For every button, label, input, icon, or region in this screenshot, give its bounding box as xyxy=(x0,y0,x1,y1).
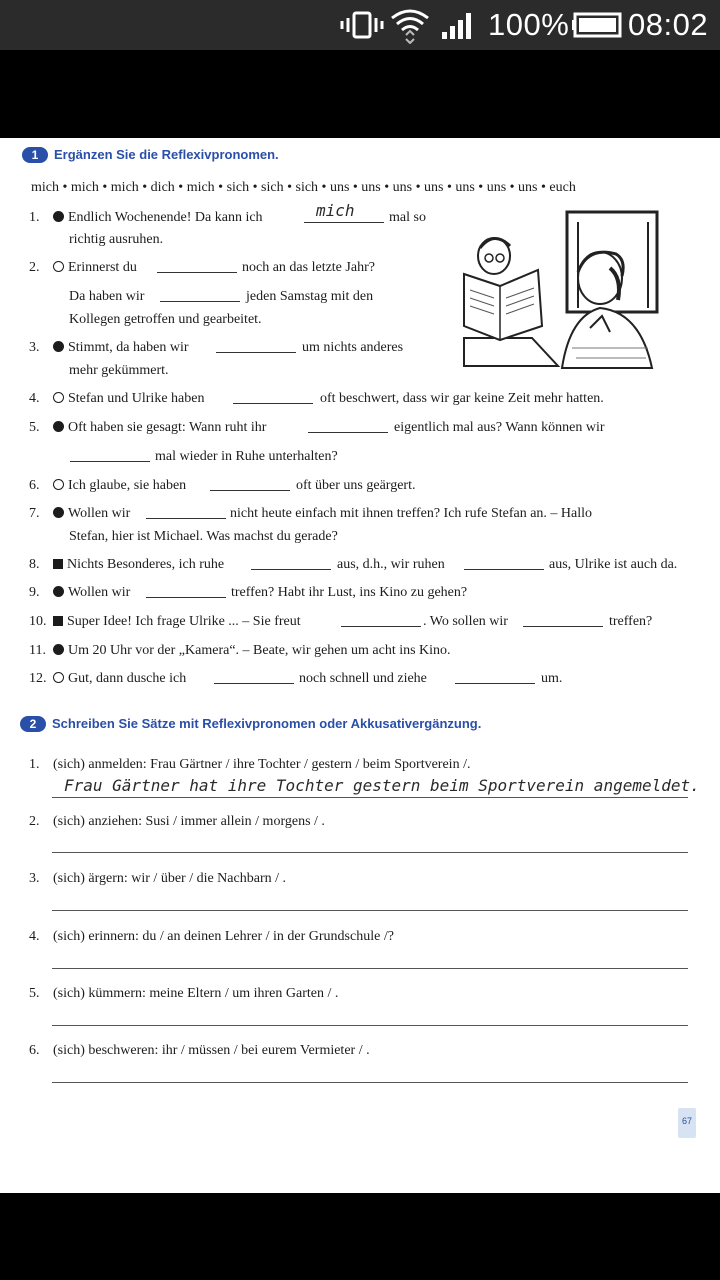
prompt-text: (sich) anmelden: Frau Gärtner / ihre Tochter / gestern / beim Sportverein /. xyxy=(53,757,471,772)
answer-line[interactable] xyxy=(52,852,688,853)
answer-blank[interactable] xyxy=(146,597,226,598)
answer-blank[interactable] xyxy=(455,683,535,684)
answer-blank[interactable] xyxy=(157,272,237,273)
speaker-b-marker xyxy=(53,672,64,683)
prompt-text: (sich) kümmern: meine Eltern / um ihren Garten / . xyxy=(53,986,339,1001)
item-number: 6. xyxy=(29,1043,40,1058)
prompt-text: (sich) anziehen: Susi / immer allein / morgens / . xyxy=(53,814,325,829)
item-number: 5. xyxy=(29,420,40,435)
sentence-text: Endlich Wochenende! Da kann ich xyxy=(53,209,263,227)
speaker-c-marker xyxy=(53,616,63,626)
answer-blank[interactable] xyxy=(70,461,150,462)
item-number: 8. xyxy=(29,557,40,572)
item-number: 7. xyxy=(29,506,40,521)
answer-blank[interactable] xyxy=(464,569,544,570)
item-number: 1. xyxy=(29,210,40,225)
answer-blank[interactable] xyxy=(214,683,294,684)
word-bank: mich • mich • mich • dich • mich • sich • sich • sich • uns • uns • uns • uns • uns • uns • uns • euch xyxy=(31,180,576,195)
handwritten-answer: Frau Gärtner hat ihre Tochter gestern beim Sportverein angemeldet. xyxy=(64,776,700,795)
prompt-text: (sich) ärgern: wir / über / die Nachbarn / . xyxy=(53,871,286,886)
item-number: 3. xyxy=(29,871,40,886)
answer-line[interactable] xyxy=(52,797,688,798)
answer-line[interactable] xyxy=(52,910,688,911)
item-number: 11. xyxy=(29,643,46,658)
sentence-text: mehr gekümmert. xyxy=(69,363,169,378)
sentence-text: Wollen wir xyxy=(53,505,130,523)
item-number: 12. xyxy=(29,671,47,686)
answer-blank[interactable] xyxy=(308,432,388,433)
sentence-text: Wollen wir xyxy=(53,584,130,602)
speaker-a-marker xyxy=(53,211,64,222)
sentence-text: Erinnerst du xyxy=(53,259,137,277)
speaker-a-marker xyxy=(53,507,64,518)
answer-line[interactable] xyxy=(52,1025,688,1026)
item-number: 4. xyxy=(29,929,40,944)
sentence-text: jeden Samstag mit den xyxy=(246,289,374,304)
sentence-text: oft über uns geärgert. xyxy=(296,478,416,493)
answer-blank[interactable] xyxy=(216,352,296,353)
clock: 08:02 xyxy=(628,7,709,42)
sentence-text: nicht heute einfach mit ihnen treffen? Ich rufe Stefan an. – Hallo xyxy=(230,506,593,521)
sentence-text: aus, Ulrike ist auch da. xyxy=(549,557,678,572)
prompt-text: (sich) beschweren: ihr / müssen / bei eurem Vermieter / . xyxy=(53,1043,370,1058)
sentence-text: Super Idee! Ich frage Ulrike ... – Sie freut xyxy=(53,613,301,631)
exercise2-number: 2 xyxy=(20,716,46,732)
answer-blank[interactable] xyxy=(304,222,384,223)
answer-blank[interactable] xyxy=(210,490,290,491)
battery-percent: 100% xyxy=(488,7,570,42)
speaker-b-marker xyxy=(53,392,64,403)
item-number: 3. xyxy=(29,340,40,355)
item-number: 2. xyxy=(29,814,40,829)
sentence-text: richtig ausruhen. xyxy=(69,232,164,247)
prompt-text: (sich) erinnern: du / an deinen Lehrer / in der Grundschule /? xyxy=(53,929,394,944)
answer-blank[interactable] xyxy=(341,626,421,627)
sentence-text: mal wieder in Ruhe unterhalten? xyxy=(155,449,338,464)
speaker-a-marker xyxy=(53,586,64,597)
signal-icon xyxy=(441,0,477,50)
speaker-b-marker xyxy=(53,261,64,272)
answer-blank[interactable] xyxy=(251,569,331,570)
answer-blank[interactable] xyxy=(146,518,226,519)
speaker-a-marker xyxy=(53,644,64,655)
sentence-text: Stimmt, da haben wir xyxy=(53,339,189,357)
item-number: 1. xyxy=(29,757,40,772)
page-number: 67 xyxy=(678,1108,696,1138)
exercise2-title: Schreiben Sie Sätze mit Reflexivpronomen oder Akkusativergänzung. xyxy=(52,716,482,731)
sentence-text: um. xyxy=(541,671,563,686)
status-bar xyxy=(0,0,720,50)
sentence-text: eigentlich mal aus? Wann können wir xyxy=(394,420,605,435)
sentence-text: Gut, dann dusche ich xyxy=(53,670,186,688)
answer-blank[interactable] xyxy=(523,626,603,627)
sentence-text: Kollegen getroffen und gearbeitet. xyxy=(69,312,262,327)
sentence-text: Ich glaube, sie haben xyxy=(53,477,186,495)
sentence-text: treffen? Habt ihr Lust, ins Kino zu gehen? xyxy=(231,585,468,600)
exercise1-title: Ergänzen Sie die Reflexivpronomen. xyxy=(54,147,279,162)
bottom-bar xyxy=(0,1193,720,1280)
phone-call-illustration xyxy=(460,208,660,374)
sentence-text: aus, d.h., wir ruhen xyxy=(337,557,445,572)
exercise1-number: 1 xyxy=(22,147,48,163)
worksheet-page xyxy=(0,138,720,1193)
handwritten-answer: mich xyxy=(316,201,355,220)
item-number: 6. xyxy=(29,478,40,493)
sentence-text: Stefan, hier ist Michael. Was machst du gerade? xyxy=(69,529,338,544)
answer-line[interactable] xyxy=(52,968,688,969)
speaker-a-marker xyxy=(53,341,64,352)
sentence-text: Nichts Besonderes, ich ruhe xyxy=(53,556,224,574)
battery-icon xyxy=(572,0,622,50)
speaker-b-marker xyxy=(53,479,64,490)
sentence-text: . Wo sollen wir xyxy=(423,614,508,629)
app-toolbar xyxy=(0,50,720,138)
item-number: 10. xyxy=(29,614,47,629)
item-number: 2. xyxy=(29,260,40,275)
answer-blank[interactable] xyxy=(233,403,313,404)
sentence-text: mal so xyxy=(389,210,426,225)
sentence-text: Da haben wir xyxy=(69,289,145,304)
sentence-text: Um 20 Uhr vor der „Kamera“. – Beate, wir gehen um acht ins Kino. xyxy=(53,642,451,660)
sentence-text: noch an das letzte Jahr? xyxy=(242,260,375,275)
speaker-c-marker xyxy=(53,559,63,569)
item-number: 9. xyxy=(29,585,40,600)
answer-blank[interactable] xyxy=(160,301,240,302)
vibrate-icon xyxy=(340,0,384,50)
sentence-text: oft beschwert, dass wir gar keine Zeit mehr hatten. xyxy=(320,391,604,406)
speaker-a-marker xyxy=(53,421,64,432)
item-number: 5. xyxy=(29,986,40,1001)
answer-line[interactable] xyxy=(52,1082,688,1083)
wifi-icon xyxy=(390,0,430,50)
sentence-text: Stefan und Ulrike haben xyxy=(53,390,204,408)
sentence-text: noch schnell und ziehe xyxy=(299,671,427,686)
item-number: 4. xyxy=(29,391,40,406)
sentence-text: Oft haben sie gesagt: Wann ruht ihr xyxy=(53,419,266,437)
sentence-text: treffen? xyxy=(609,614,653,629)
sentence-text: um nichts anderes xyxy=(302,340,404,355)
